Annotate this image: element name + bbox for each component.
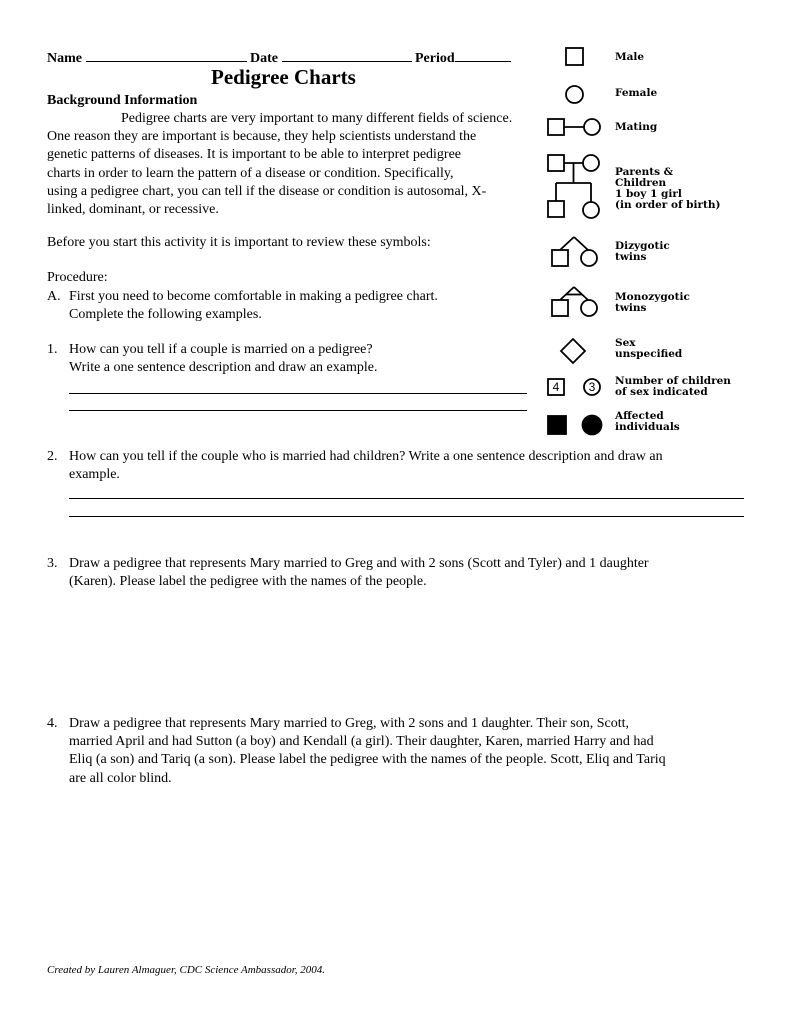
question-1-line: Write a one sentence description and draw an example. — [69, 360, 378, 376]
legend-line: Affected — [615, 410, 664, 422]
monozygotic-twins-symbol-icon — [552, 287, 597, 316]
legend-parents-children-label — [615, 167, 720, 211]
female-count-number: 3 — [588, 380, 596, 394]
legend-female-label: Female — [615, 87, 658, 99]
question-1-number: 1. — [47, 342, 58, 357]
legend-dizygotic-label — [615, 241, 670, 263]
legend-line: twins — [615, 302, 647, 314]
background-line: using a pedigree chart, you can tell if the disease or condition is autosomal, X- — [47, 183, 487, 199]
question-4-line: Draw a pedigree that represents Mary married to Greg, with 2 sons and 1 daughter. Their son, Scott, — [69, 716, 629, 731]
legend-line: Sex — [615, 337, 636, 349]
male-count-number: 4 — [552, 380, 560, 394]
male-symbol-icon — [566, 48, 583, 65]
legend-male-label: Male — [615, 51, 645, 63]
page-title: Pedigree Charts — [211, 65, 356, 89]
legend-line: unspecified — [615, 348, 683, 360]
parents-children-symbol-icon — [548, 155, 599, 218]
legend-mating-label: Mating — [615, 121, 658, 133]
background-line: One reason they are important is because, they help scientists understand the — [47, 129, 477, 145]
procedure-a-line: First you need to become comfortable in making a pedigree chart. — [69, 289, 438, 304]
period-label: Period — [415, 51, 455, 66]
procedure-label: Procedure: — [47, 270, 108, 285]
question-3-line: (Karen). Please label the pedigree with the names of the people. — [69, 574, 427, 590]
background-heading: Background Information — [47, 93, 198, 108]
review-text: Before you start this activity it is important to review these symbols: — [47, 235, 431, 250]
question-4-number: 4. — [47, 716, 58, 731]
affected-female-symbol-icon — [583, 416, 602, 435]
legend-line: Number of children — [615, 375, 731, 387]
legend-line: Dizygotic — [615, 240, 670, 252]
mating-symbol-icon — [548, 119, 600, 135]
question-3-number: 3. — [47, 556, 58, 571]
legend-line: Monozygotic — [615, 291, 690, 303]
legend-affected-label — [615, 411, 680, 433]
question-4-line: Eliq (a son) and Tariq (a son). Please label the pedigree with the names of the people. Scott, Eliq and Tariq — [69, 752, 666, 768]
question-2-number: 2. — [47, 449, 58, 464]
footer-credit: Created by Lauren Almaguer, CDC Science Ambassador, 2004. — [47, 964, 326, 976]
legend-monozygotic-label — [615, 292, 690, 314]
background-line: linked, dominant, or recessive. — [47, 202, 219, 218]
legend-line: of sex indicated — [615, 386, 708, 398]
legend-sex-unspecified-label — [615, 338, 682, 360]
legend-line: 1 boy 1 girl — [615, 188, 682, 200]
legend-line: twins — [615, 251, 647, 263]
question-1-line: How can you tell if a couple is married on a pedigree? — [69, 342, 373, 357]
dizygotic-twins-symbol-icon — [552, 237, 597, 266]
question-2-line: How can you tell if the couple who is married had children? Write a one sentence description and draw an — [69, 449, 663, 464]
legend-number-children-label — [615, 376, 731, 398]
name-label: Name — [47, 51, 82, 66]
procedure-a-line: Complete the following examples. — [69, 307, 262, 323]
sex-unspecified-symbol-icon — [561, 339, 585, 363]
question-4-line: are all color blind. — [69, 770, 172, 786]
legend-line: Parents & — [615, 166, 674, 178]
affected-male-symbol-icon — [548, 416, 566, 434]
question-4-line: married April and had Sutton (a boy) and Kendall (a girl). Their daughter, Karen, married Harry and had — [69, 734, 654, 750]
date-label: Date — [250, 51, 278, 66]
question-2-line: example. — [69, 467, 120, 483]
legend-line: (in order of birth) — [615, 199, 721, 211]
legend-line: individuals — [615, 421, 680, 433]
background-line: Pedigree charts are very important to many different fields of science. — [121, 111, 513, 126]
procedure-a-number: A. — [47, 289, 61, 304]
question-3-line: Draw a pedigree that represents Mary married to Greg and with 2 sons (Scott and Tyler) and 1 daughter — [69, 556, 649, 571]
background-line: genetic patterns of diseases. It is important to be able to interpret pedigree — [47, 147, 462, 163]
background-line: charts in order to learn the pattern of a disease or condition. Specifically, — [47, 165, 454, 181]
legend-line: Children — [615, 177, 667, 189]
female-symbol-icon — [566, 86, 583, 103]
